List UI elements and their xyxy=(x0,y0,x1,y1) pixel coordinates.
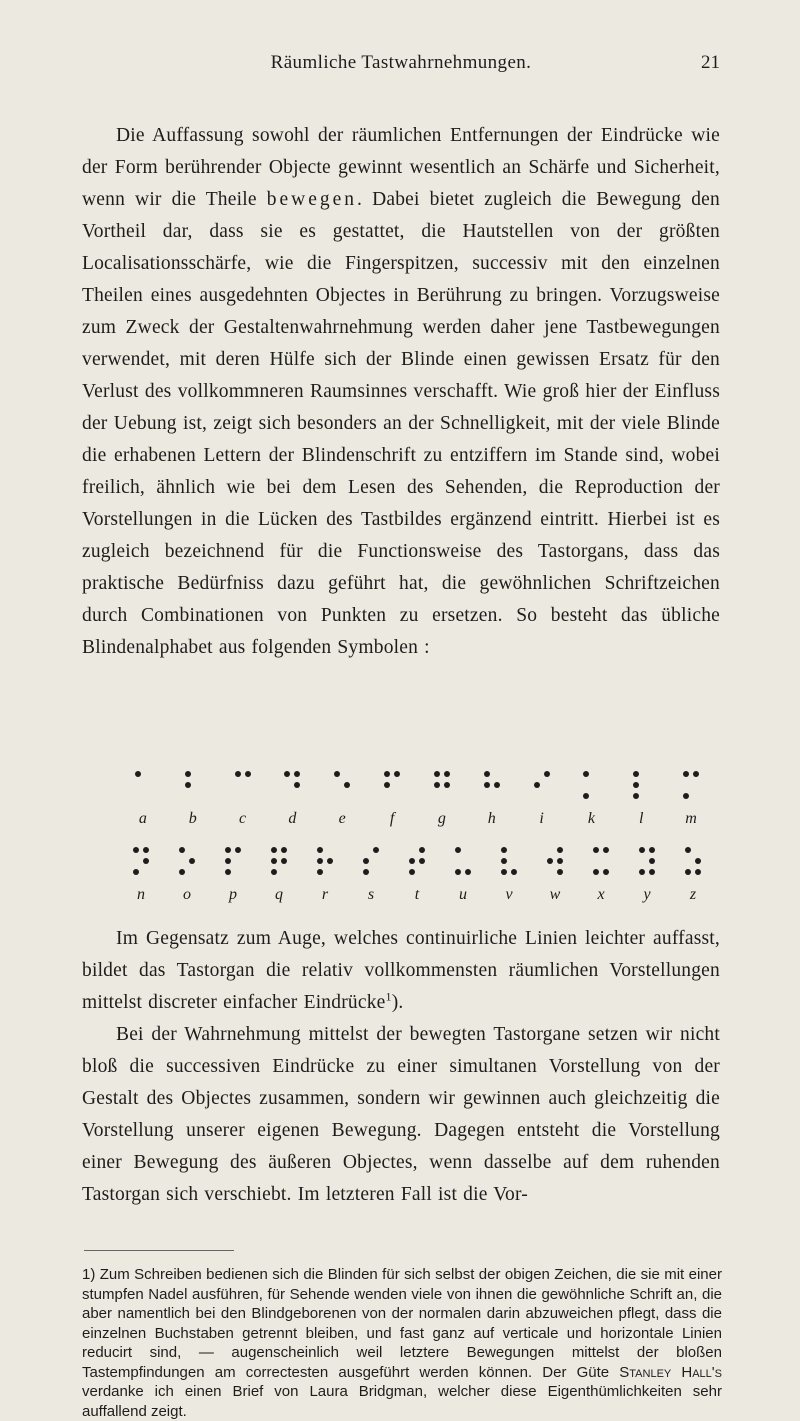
braille-dot xyxy=(695,869,701,875)
braille-dot xyxy=(294,771,300,777)
braille-dot xyxy=(484,782,490,788)
braille-cell-b xyxy=(168,763,218,839)
braille-dot xyxy=(534,782,540,788)
braille-dot xyxy=(501,869,507,875)
braille-dot xyxy=(143,847,149,853)
braille-dots-s xyxy=(363,847,379,877)
braille-dots-z xyxy=(685,847,701,877)
braille-letter-label: g xyxy=(437,810,446,827)
braille-cell-u xyxy=(440,839,486,915)
braille-cell-x xyxy=(578,839,624,915)
braille-cell-t xyxy=(394,839,440,915)
braille-cell-w xyxy=(532,839,578,915)
braille-cell-a xyxy=(118,763,168,839)
braille-dots-p xyxy=(225,847,241,877)
braille-letter-label: w xyxy=(549,886,561,903)
braille-dot xyxy=(245,771,251,777)
braille-letter-label: x xyxy=(597,886,605,903)
braille-dots-h xyxy=(484,771,500,801)
braille-dot xyxy=(593,869,599,875)
braille-dot xyxy=(695,858,701,864)
paragraph-2-text: Im Gegensatz zum Auge, welches continuirliche Linien leichter auffasst, bildet das Tastorgan die relativ vollkommensten räumlichen Vorstellungen mittelst discreter einfacher Eindrücke xyxy=(82,928,720,1013)
braille-dots-l xyxy=(633,771,649,801)
braille-dot xyxy=(179,869,185,875)
braille-letter-label: z xyxy=(689,886,697,903)
braille-dot xyxy=(409,858,415,864)
braille-dot xyxy=(271,869,277,875)
footnote xyxy=(82,1265,722,1421)
braille-dot xyxy=(235,847,241,853)
paragraph-1 xyxy=(82,120,720,664)
braille-letter-label: p xyxy=(229,886,237,903)
braille-dot xyxy=(185,771,191,777)
braille-letter-label: r xyxy=(321,886,329,903)
braille-dot xyxy=(225,869,231,875)
braille-dot xyxy=(334,771,340,777)
braille-letter-label: o xyxy=(183,886,191,903)
braille-dot xyxy=(649,869,655,875)
braille-dots-a xyxy=(135,771,151,801)
braille-letter-label: f xyxy=(389,810,395,827)
braille-dot xyxy=(484,771,490,777)
braille-cell-r xyxy=(302,839,348,915)
braille-dot xyxy=(639,869,645,875)
braille-letter-label: a xyxy=(138,810,147,827)
braille-dot xyxy=(284,771,290,777)
braille-dot xyxy=(363,869,369,875)
page-number: 21 xyxy=(701,52,720,73)
braille-cell-v xyxy=(486,839,532,915)
braille-dot xyxy=(633,771,639,777)
braille-dot xyxy=(394,771,400,777)
braille-dot xyxy=(501,858,507,864)
paragraph-3: Bei der Wahrnehmung mittelst der bewegten Tastorgane setzen wir nicht bloß die successiven Eindrücke zu einer simultanen Vorstellung von der Gestalt des Objectes zusammen, sondern wir gewinnen auch gleichzeitig die Vorstellung unserer eigenen Bewegung. Dagegen entsteht die Vorstellung einer Bewegung des äußeren Objectes, wenn dasselbe auf dem ruhenden Tastorgan sich verschiebt. Im letzteren Fall ist die Vor- xyxy=(82,1024,720,1205)
braille-dot xyxy=(317,847,323,853)
paragraph-2-end: ). xyxy=(391,992,404,1013)
braille-dot xyxy=(649,847,655,853)
braille-letter-label: d xyxy=(288,810,297,827)
braille-dot xyxy=(547,858,553,864)
braille-cell-g xyxy=(417,763,467,839)
braille-dots-o xyxy=(179,847,195,877)
braille-dot xyxy=(603,869,609,875)
braille-dot xyxy=(271,858,277,864)
braille-cell-z xyxy=(670,839,716,915)
braille-letter-label: v xyxy=(505,886,513,903)
braille-row-a-m xyxy=(118,763,716,839)
braille-cell-h xyxy=(467,763,517,839)
braille-dot xyxy=(683,793,689,799)
braille-letter-label: s xyxy=(367,886,375,903)
braille-dot xyxy=(434,782,440,788)
braille-cell-q xyxy=(256,839,302,915)
braille-dot xyxy=(225,847,231,853)
braille-dot xyxy=(557,858,563,864)
braille-dot xyxy=(384,782,390,788)
footnote-marker: 1) xyxy=(82,1266,96,1283)
braille-dot xyxy=(693,771,699,777)
braille-dot xyxy=(633,782,639,788)
braille-dot xyxy=(455,847,461,853)
paragraph-1-part1: Die Auffassung sowohl der räumlichen Entfernungen der Eindrücke wie der Form berührender Objecte gewinnt wesentlich an Schärfe und Sicherheit, wenn wir die Theile xyxy=(82,125,720,210)
braille-dot xyxy=(593,847,599,853)
braille-dots-n xyxy=(133,847,149,877)
braille-dot xyxy=(235,771,241,777)
braille-dot xyxy=(133,847,139,853)
braille-cell-e xyxy=(317,763,367,839)
braille-dot xyxy=(317,869,323,875)
braille-cell-p xyxy=(210,839,256,915)
braille-dot xyxy=(189,858,195,864)
braille-dot xyxy=(419,847,425,853)
braille-dot xyxy=(511,869,517,875)
braille-dots-y xyxy=(639,847,655,877)
braille-alphabet-table xyxy=(118,763,716,913)
braille-cell-s xyxy=(348,839,394,915)
braille-dot xyxy=(143,858,149,864)
braille-dot xyxy=(281,858,287,864)
braille-dot xyxy=(633,793,639,799)
braille-dot xyxy=(363,858,369,864)
braille-cell-d xyxy=(267,763,317,839)
braille-dot xyxy=(384,771,390,777)
braille-dot xyxy=(544,771,550,777)
paragraph-2 xyxy=(82,923,720,1019)
braille-letter-label: e xyxy=(338,810,346,827)
braille-letter-label: i xyxy=(539,810,544,827)
braille-dot xyxy=(494,782,500,788)
running-title: Räumliche Tastwahrnehmungen. xyxy=(270,52,532,73)
body-after-table xyxy=(82,923,720,1211)
braille-dot xyxy=(685,869,691,875)
braille-cell-k xyxy=(566,763,616,839)
footnote-part2: verdanke ich einen Brief von Laura Bridgman, welcher diese Eigenthümlichkeiten sehr auffallend zeigt. xyxy=(82,1383,722,1420)
braille-letter-label: c xyxy=(239,810,247,827)
braille-cell-f xyxy=(367,763,417,839)
braille-letter-label: q xyxy=(275,886,283,903)
braille-letter-label: t xyxy=(414,886,420,903)
braille-dot xyxy=(649,858,655,864)
braille-dot xyxy=(344,782,350,788)
paragraph-tastbewegungen xyxy=(82,120,720,664)
braille-dots-u xyxy=(455,847,471,877)
braille-dots-f xyxy=(384,771,400,801)
braille-letter-label: m xyxy=(685,810,697,827)
braille-dots-d xyxy=(284,771,300,801)
braille-dot xyxy=(683,771,689,777)
braille-dots-r xyxy=(317,847,333,877)
braille-dots-c xyxy=(235,771,251,801)
braille-dot xyxy=(603,847,609,853)
braille-letter-label: n xyxy=(137,886,145,903)
footnote-reference: 1 xyxy=(385,989,392,1004)
braille-cell-i xyxy=(517,763,567,839)
braille-dot xyxy=(583,793,589,799)
braille-dot xyxy=(271,847,277,853)
braille-dot xyxy=(281,847,287,853)
braille-letter-label: b xyxy=(188,810,197,827)
braille-dots-i xyxy=(534,771,550,801)
braille-dot xyxy=(465,869,471,875)
braille-dot xyxy=(373,847,379,853)
braille-dot xyxy=(455,869,461,875)
braille-dots-w xyxy=(547,847,563,877)
braille-dot xyxy=(185,782,191,788)
braille-dot xyxy=(444,771,450,777)
braille-dots-g xyxy=(434,771,450,801)
braille-dots-q xyxy=(271,847,287,877)
braille-dot xyxy=(501,847,507,853)
braille-letter-label: l xyxy=(638,810,644,827)
braille-dot xyxy=(327,858,333,864)
braille-dot xyxy=(639,847,645,853)
braille-dot xyxy=(135,771,141,777)
braille-cell-o xyxy=(164,839,210,915)
braille-letter-label: k xyxy=(587,810,595,827)
paragraph-1-part2: . Dabei bietet zugleich die Bewegung den Vortheil dar, dass sie es gestattet, die Hautstellen von der größten Localisationsschärfe, wie die Fingerspitzen, successiv mit den einzelnen Theilen eines ausgedehnten Objectes in Berührung zu bringen. Vorzugsweise zum Zweck der Gestaltenwahrnehmung werden daher jene Tastbewegungen verwendet, mit deren Hülfe sich der Blinde einen gewissen Ersatz für den Verlust des vollkommneren Raumsinnes verschafft. Wie groß hier der Einfluss der Uebung ist, zeigt sich besonders an der Schnelligkeit, mit der viele Blinde die erhabenen Lettern der Blindenschrift zu entziffern im Stande sind, wobei freilich, ähnlich wie bei dem Lesen des Sehenden, die Reproduction der Vorstellungen in die Lücken des Tastbildes ergänzend eintritt. Hierbei ist es zugleich bezeichnend für die Functionsweise des Tastorgans, dass das praktische Bedürfniss dazu geführt hat, die gewöhnlichen Schriftzeichen durch Combinationen von Punkten zu ersetzen. So besteht das übliche Blindenalphabet aus folgenden Symbolen : xyxy=(82,189,720,658)
page-header xyxy=(82,52,720,82)
footnote-part1: Zum Schreiben bedienen sich die Blinden für sich selbst der obigen Zeichen, die sie mit einer stumpfen Nadel ausführen, für Sehende wenden viele von ihnen die gewöhnliche Schrift an, die aber namentlich bei den Blindgeborenen von der normalen darin abzuweichen pflegt, dass die einzelnen Buchstaben getrennt bleiben, und fast ganz auf verticale und horizontale Linien reducirt sind, — augenscheinlich weil letztere Bewegungen mittelst der bloßen Tastempfindungen am correctesten ausgeführt werden können. Der Güte xyxy=(82,1266,722,1381)
braille-dot xyxy=(179,847,185,853)
braille-cell-l xyxy=(616,763,666,839)
braille-dots-m xyxy=(683,771,699,801)
braille-dots-k xyxy=(583,771,599,801)
braille-letter-label: h xyxy=(487,810,496,827)
braille-dot xyxy=(557,847,563,853)
braille-cell-y xyxy=(624,839,670,915)
braille-dot xyxy=(434,771,440,777)
braille-row-n-z xyxy=(118,839,716,915)
braille-dot xyxy=(685,847,691,853)
braille-dot xyxy=(583,771,589,777)
footnote-name: Stanley Hall's xyxy=(619,1363,722,1381)
braille-dot xyxy=(409,869,415,875)
footnote-section xyxy=(82,1250,722,1420)
braille-letter-label: u xyxy=(459,886,467,903)
braille-dot xyxy=(419,858,425,864)
footnote-rule xyxy=(84,1250,234,1251)
braille-dot xyxy=(444,782,450,788)
braille-cell-m xyxy=(666,763,716,839)
emphasis-bewegen: bewegen xyxy=(266,189,358,210)
braille-dots-e xyxy=(334,771,350,801)
braille-dots-x xyxy=(593,847,609,877)
braille-letter-label: y xyxy=(643,886,651,903)
braille-dot xyxy=(294,782,300,788)
braille-dot xyxy=(225,858,231,864)
braille-dot xyxy=(317,858,323,864)
braille-dot xyxy=(557,869,563,875)
braille-dots-b xyxy=(185,771,201,801)
braille-cell-c xyxy=(218,763,268,839)
braille-dots-t xyxy=(409,847,425,877)
braille-cell-n xyxy=(118,839,164,915)
braille-dot xyxy=(133,869,139,875)
braille-dots-v xyxy=(501,847,517,877)
